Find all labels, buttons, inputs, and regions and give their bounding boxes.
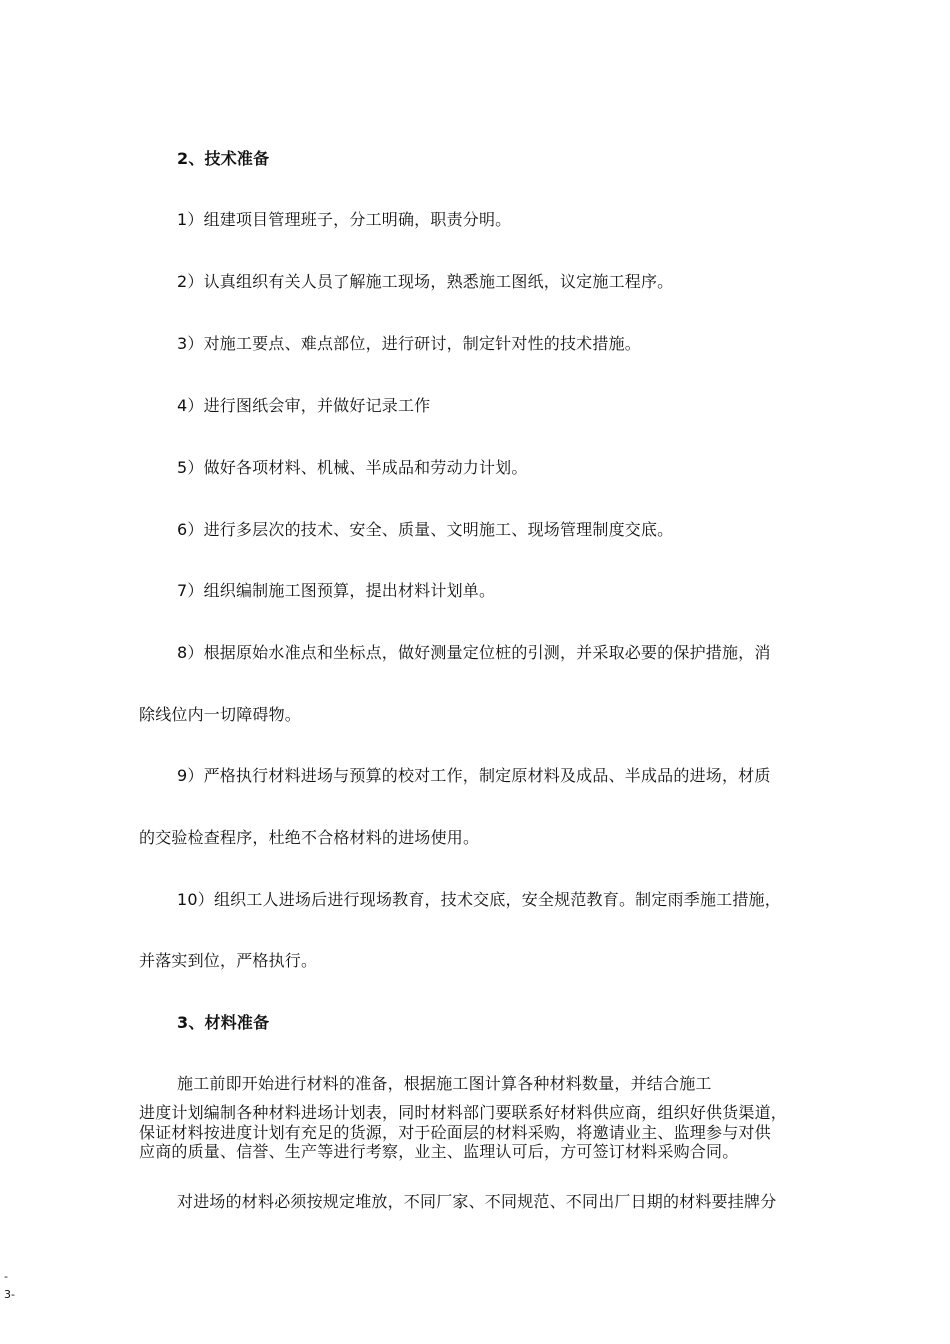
paragraph-line: 施工前即开始进行材料的准备，根据施工图计算各种材料数量，并结合施工	[177, 1074, 712, 1093]
section-2-heading: 2、技术准备	[177, 149, 270, 168]
list-item-line: 9）严格执行材料进场与预算的校对工作，制定原材料及成品、半成品的进场，材质	[177, 766, 771, 785]
paragraph-line: 对进场的材料必须按规定堆放，不同厂家、不同规范、不同出厂日期的材料要挂牌分	[177, 1192, 777, 1211]
paragraph-line: 应商的质量、信誉、生产等进行考察，业主、监理认可后，方可签订材料采购合同。	[139, 1142, 739, 1161]
list-item-line: 10）组织工人进场后进行现场教育，技术交底，安全规范教育。制定雨季施工措施，	[177, 890, 781, 909]
list-item: 7）组织编制施工图预算，提出材料计划单。	[177, 581, 496, 600]
list-item: 4）进行图纸会审，并做好记录工作	[177, 396, 431, 415]
paragraph-line: 保证材料按进度计划有充足的货源，对于砼面层的材料采购，将邀请业主、监理参与对供	[139, 1123, 771, 1142]
footer-mark: -	[4, 1270, 8, 1283]
page-number: 3-	[4, 1288, 15, 1301]
section-3-heading: 3、材料准备	[177, 1013, 270, 1032]
list-item-line: 除线位内一切障碍物。	[139, 705, 302, 724]
list-item: 6）进行多层次的技术、安全、质量、文明施工、现场管理制度交底。	[177, 520, 674, 539]
list-item: 5）做好各项材料、机械、半成品和劳动力计划。	[177, 458, 528, 477]
list-item-line: 8）根据原始水准点和坐标点，做好测量定位桩的引测，并采取必要的保护措施，消	[177, 643, 771, 662]
list-item: 3）对施工要点、难点部位，进行研讨，制定针对性的技术措施。	[177, 334, 641, 353]
list-item-line: 并落实到位，严格执行。	[139, 951, 318, 970]
list-item: 2）认真组织有关人员了解施工现场，熟悉施工图纸，议定施工程序。	[177, 272, 674, 291]
list-item: 1）组建项目管理班子，分工明确，职责分明。	[177, 210, 512, 229]
paragraph-line: 进度计划编制各种材料进场计划表，同时材料部门要联系好材料供应商，组织好供货渠道，	[139, 1103, 788, 1122]
list-item-line: 的交验检查程序，杜绝不合格材料的进场使用。	[139, 828, 480, 847]
